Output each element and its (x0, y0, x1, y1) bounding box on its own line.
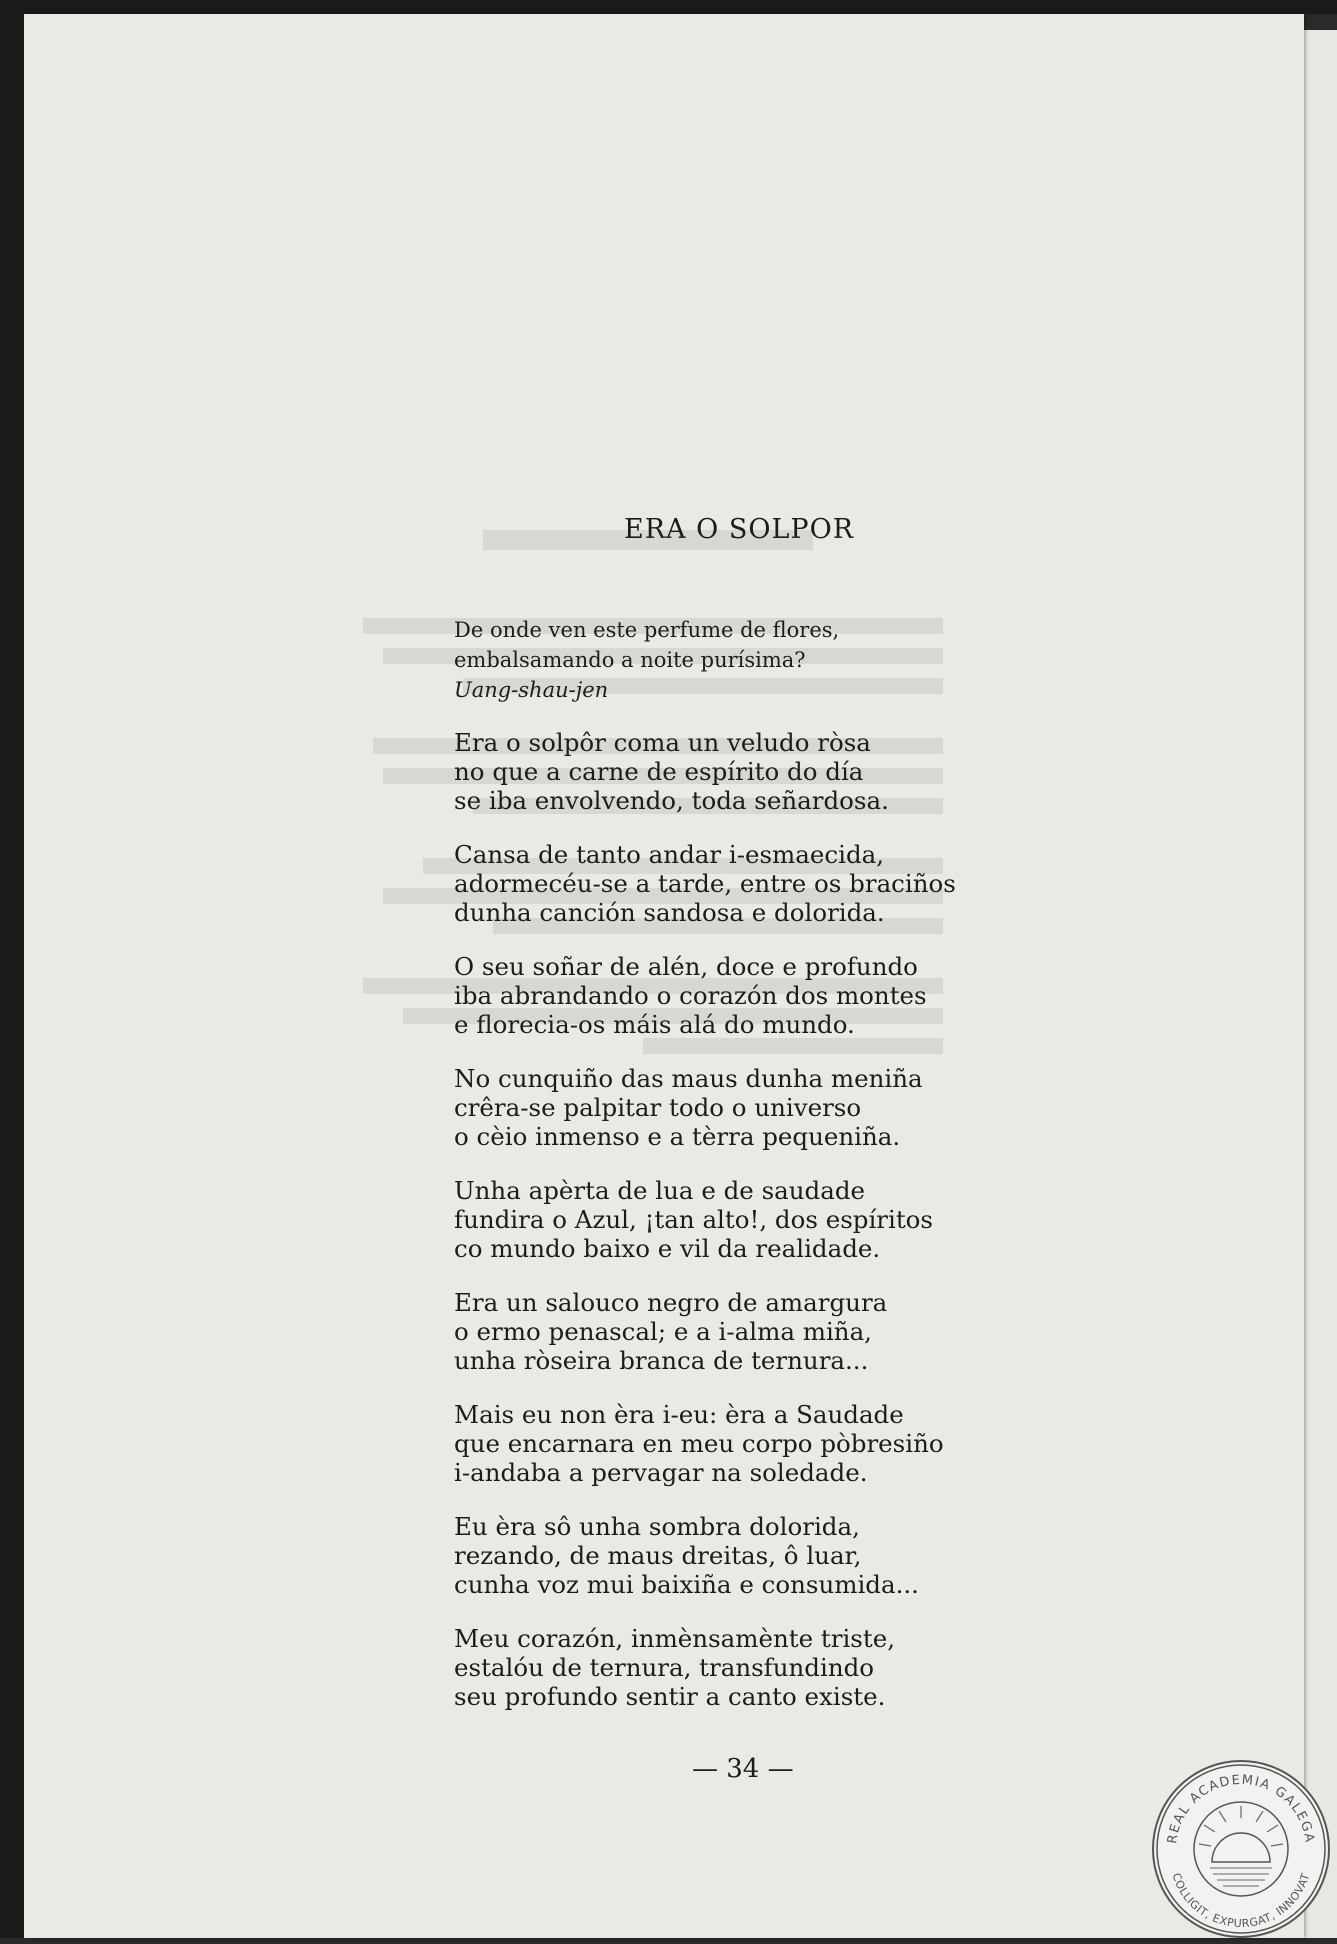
verse-line: fundira o Azul, ¡tan alto!, dos espíritos (454, 1205, 934, 1234)
verse-line: Meu corazón, inmènsamènte triste, (454, 1624, 895, 1653)
seal-bottom-text: COLLIGIT, EXPURGAT, INNOVAT (1169, 1871, 1313, 1931)
stanza (454, 1288, 956, 1375)
verse-line: se iba envolvendo, toda señardosa. (454, 786, 889, 815)
stanza (454, 1064, 956, 1151)
verse-line: No cunquiño das maus dunha meniña (454, 1064, 923, 1093)
book-page (24, 14, 1304, 1938)
stanza (454, 1512, 956, 1599)
verse-line: e florecia-os máis alá do mundo. (454, 1010, 855, 1039)
seal-icon (1150, 1758, 1332, 1940)
verse-line: adormecéu-se a tarde, entre os braciños (454, 869, 956, 898)
verse-line: iba abrandando o corazón dos montes (454, 981, 927, 1010)
verse-line: no que a carne de espírito do día (454, 757, 864, 786)
stanza (454, 840, 956, 927)
stanza (454, 952, 956, 1039)
verse-line: Unha apèrta de lua e de saudade (454, 1176, 866, 1205)
verse-line: Cansa de tanto andar i-esmaecida, (454, 840, 885, 869)
verse-line: co mundo baixo e vil da realidade. (454, 1234, 881, 1263)
verse-line: cunha voz mui baixiña e consumida... (454, 1570, 919, 1599)
epigraph (454, 615, 839, 705)
epigraph-author: Uang-shau-jen (454, 678, 609, 702)
stanza (454, 1176, 956, 1263)
stanza (454, 1624, 956, 1711)
stanza (454, 1400, 956, 1487)
verse-line: unha ròseira branca de ternura... (454, 1346, 869, 1375)
poem-title: ERA O SOLPOR (624, 514, 855, 545)
verse-line: crêra-se palpitar todo o universo (454, 1093, 862, 1122)
verse-line: Era un salouco negro de amargura (454, 1288, 888, 1317)
verse-line: dunha canción sandosa e dolorida. (454, 898, 885, 927)
epigraph-line: De onde ven este perfume de flores, (454, 618, 840, 642)
verse-line: i-andaba a pervagar na soledade. (454, 1458, 868, 1487)
scan-edge-left (0, 0, 24, 1938)
scan-edge-top (0, 0, 1337, 14)
verse-line: rezando, de maus dreitas, ô luar, (454, 1541, 862, 1570)
verse-line: o cèio inmenso e a tèrra pequeniña. (454, 1122, 901, 1151)
epigraph-line: embalsamando a noite purísima? (454, 648, 806, 672)
page-number: — 34 — (692, 1754, 794, 1784)
verse-line: que encarnara en meu corpo pòbresiño (454, 1429, 944, 1458)
academy-seal (1150, 1758, 1332, 1940)
verse-line: Eu èra sô unha sombra dolorida, (454, 1512, 860, 1541)
verse-line: o ermo penascal; e a i-alma miña, (454, 1317, 872, 1346)
verse-line: Mais eu non èra i-eu: èra a Saudade (454, 1400, 904, 1429)
seal-top-text: REAL ACADEMIA GALEGA (1165, 1772, 1317, 1845)
verse-line: estalóu de ternura, transfundindo (454, 1653, 875, 1682)
stanza (454, 728, 956, 815)
poem-body (454, 728, 956, 1736)
next-page-edge (1300, 30, 1337, 1938)
verse-line: seu profundo sentir a canto existe. (454, 1682, 886, 1711)
verse-line: O seu soñar de alén, doce e profundo (454, 952, 918, 981)
verse-line: Era o solpôr coma un veludo ròsa (454, 728, 871, 757)
